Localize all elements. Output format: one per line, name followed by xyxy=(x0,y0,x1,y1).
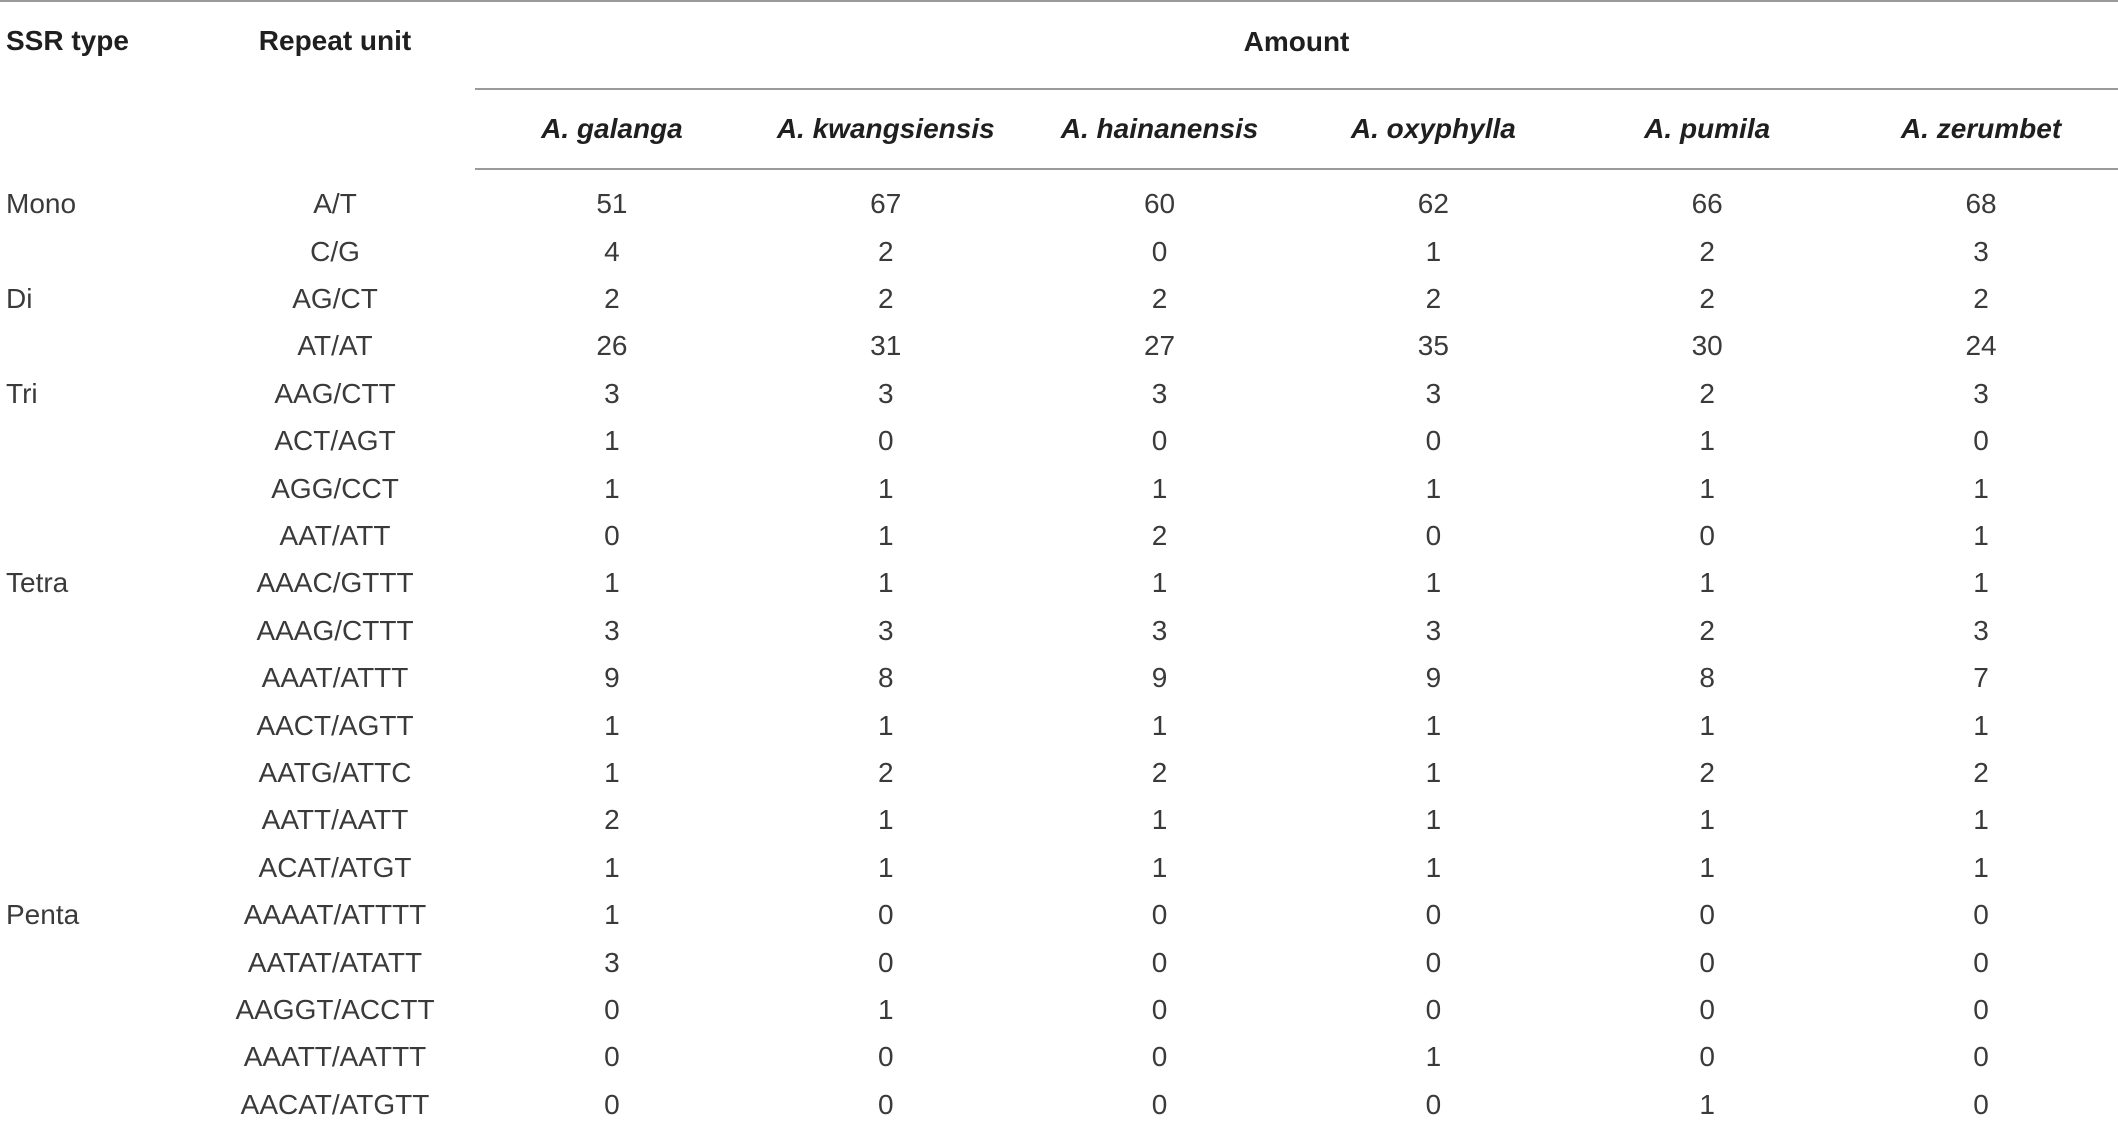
ssr-type-cell xyxy=(0,512,195,559)
amount-cell: 2 xyxy=(1699,283,1715,315)
amount-cell: 0 xyxy=(1425,1088,1442,1120)
amount-cell: 0 xyxy=(877,1088,894,1120)
amount-cell: 1 xyxy=(877,993,894,1025)
amount-cell: 26 xyxy=(596,330,628,362)
repeat-unit-cell: AAAG/CTTT xyxy=(256,614,414,646)
amount-cell: 2 xyxy=(877,235,894,267)
amount-cell: 1 xyxy=(1973,851,1989,883)
ssr-type-cell: Di xyxy=(6,283,33,315)
ssr-type-cell xyxy=(0,939,195,986)
amount-cell: 3 xyxy=(1973,614,1989,646)
amount-cell: 1 xyxy=(877,567,894,599)
amount-cell: 2 xyxy=(1699,756,1715,788)
amount-cell: 1 xyxy=(877,804,894,836)
amount-cell: 0 xyxy=(1151,946,1168,978)
repeat-unit-cell: AGG/CCT xyxy=(271,472,399,504)
table-row xyxy=(0,418,2118,465)
amount-cell: 0 xyxy=(1425,899,1442,931)
amount-cell: 51 xyxy=(596,188,628,219)
amount-cell: 0 xyxy=(1151,993,1168,1025)
amount-cell: 1 xyxy=(1973,709,1989,741)
amount-cell: 0 xyxy=(604,993,620,1025)
amount-cell: 2 xyxy=(604,804,620,836)
table-row xyxy=(0,1081,2118,1128)
amount-cell: 24 xyxy=(1965,330,1997,362)
ssr-type-cell xyxy=(0,702,195,749)
repeat-unit-cell: AATT/AATT xyxy=(261,804,409,836)
header-amount: Amount xyxy=(475,1,2118,89)
repeat-unit-cell: AACAT/ATGTT xyxy=(240,1088,430,1120)
amount-cell: 1 xyxy=(1973,520,1989,552)
repeat-unit-cell: ACT/AGT xyxy=(274,425,396,457)
amount-cell: 67 xyxy=(870,188,902,219)
table-row xyxy=(0,169,2118,228)
amount-cell: 0 xyxy=(1151,1041,1168,1073)
amount-cell: 1 xyxy=(877,709,894,741)
repeat-unit-cell: AAG/CTT xyxy=(274,377,396,409)
repeat-unit-cell: AAATT/AATTT xyxy=(243,1041,427,1073)
amount-cell: 35 xyxy=(1417,330,1449,362)
amount-cell: 1 xyxy=(1973,567,1989,599)
amount-cell: 1 xyxy=(604,756,620,788)
table-row xyxy=(0,512,2118,559)
amount-cell: 0 xyxy=(1973,1041,1989,1073)
header-species-zerumbet: A. zerumbet xyxy=(1844,89,2118,169)
amount-cell: 1 xyxy=(1425,756,1442,788)
ssr-type-cell xyxy=(0,228,195,275)
amount-cell: 2 xyxy=(1699,235,1715,267)
ssr-type-cell xyxy=(0,844,195,891)
amount-cell: 0 xyxy=(1151,1088,1168,1120)
amount-cell: 4 xyxy=(604,235,620,267)
header-species-galanga: A. galanga xyxy=(475,89,749,169)
table-row xyxy=(0,370,2118,417)
amount-cell: 0 xyxy=(604,520,620,552)
amount-cell: 1 xyxy=(1151,804,1168,836)
table-row xyxy=(0,986,2118,1033)
amount-cell: 0 xyxy=(1973,899,1989,931)
repeat-unit-cell: AG/CT xyxy=(292,283,378,315)
table-row xyxy=(0,655,2118,702)
amount-cell: 1 xyxy=(877,472,894,504)
header-species-pumila: A. pumila xyxy=(1570,89,1844,169)
ssr-type-cell xyxy=(0,418,195,465)
amount-cell: 0 xyxy=(1973,993,1989,1025)
amount-cell: 1 xyxy=(1151,567,1168,599)
amount-cell: 2 xyxy=(1151,283,1168,315)
amount-cell: 0 xyxy=(1425,425,1442,457)
amount-cell: 1 xyxy=(604,472,620,504)
table-row xyxy=(0,797,2118,844)
amount-cell: 1 xyxy=(1699,425,1715,457)
header-species-kwangsiensis: A. kwangsiensis xyxy=(749,89,1023,169)
amount-cell: 1 xyxy=(1151,472,1168,504)
header-row-top xyxy=(0,1,2118,89)
amount-cell: 0 xyxy=(1973,425,1989,457)
amount-cell: 1 xyxy=(1425,804,1442,836)
amount-cell: 3 xyxy=(877,614,894,646)
amount-cell: 1 xyxy=(1151,851,1168,883)
amount-cell: 2 xyxy=(1425,283,1442,315)
amount-cell: 1 xyxy=(877,851,894,883)
amount-cell: 2 xyxy=(1973,283,1989,315)
repeat-unit-cell: AATAT/ATATT xyxy=(247,946,423,978)
ssr-type-cell xyxy=(0,607,195,654)
amount-cell: 2 xyxy=(1973,756,1989,788)
amount-cell: 1 xyxy=(1699,567,1715,599)
amount-cell: 2 xyxy=(877,756,894,788)
amount-cell: 1 xyxy=(604,899,620,931)
ssr-type-cell xyxy=(0,323,195,370)
amount-cell: 30 xyxy=(1691,330,1723,362)
repeat-unit-cell: AACT/AGTT xyxy=(256,709,414,741)
amount-cell: 3 xyxy=(1151,614,1168,646)
amount-cell: 0 xyxy=(877,1041,894,1073)
repeat-unit-cell: AATG/ATTC xyxy=(258,756,412,788)
table-row xyxy=(0,844,2118,891)
table-row xyxy=(0,560,2118,607)
table-row xyxy=(0,275,2118,322)
amount-cell: 0 xyxy=(877,425,894,457)
amount-cell: 9 xyxy=(604,662,620,694)
amount-cell: 3 xyxy=(877,377,894,409)
repeat-unit-cell: C/G xyxy=(310,235,360,267)
amount-cell: 2 xyxy=(877,283,894,315)
amount-cell: 3 xyxy=(604,377,620,409)
amount-cell: 1 xyxy=(1699,804,1715,836)
amount-cell: 1 xyxy=(1699,851,1715,883)
amount-cell: 3 xyxy=(1425,614,1442,646)
amount-cell: 2 xyxy=(1151,520,1168,552)
amount-cell: 60 xyxy=(1143,188,1176,219)
table-row xyxy=(0,891,2118,938)
amount-cell: 0 xyxy=(604,1088,620,1120)
amount-cell: 0 xyxy=(1151,899,1168,931)
amount-cell: 1 xyxy=(1699,1088,1715,1120)
table-row xyxy=(0,465,2118,512)
ssr-type-cell xyxy=(0,986,195,1033)
amount-cell: 2 xyxy=(1151,756,1168,788)
table-row xyxy=(0,939,2118,986)
ssr-type-cell: Tetra xyxy=(6,567,69,599)
amount-cell: 1 xyxy=(1699,709,1715,741)
table-body xyxy=(0,169,2118,1128)
amount-cell: 0 xyxy=(1425,993,1442,1025)
header-species-hainanensis: A. hainanensis xyxy=(1023,89,1297,169)
amount-cell: 1 xyxy=(604,567,620,599)
amount-cell: 0 xyxy=(1699,993,1715,1025)
table-row xyxy=(0,228,2118,275)
amount-cell: 3 xyxy=(1151,377,1168,409)
table-row xyxy=(0,1034,2118,1081)
amount-cell: 1 xyxy=(604,851,620,883)
amount-cell: 3 xyxy=(1973,377,1989,409)
ssr-type-cell xyxy=(0,465,195,512)
amount-cell: 3 xyxy=(1425,377,1442,409)
amount-cell: 27 xyxy=(1143,330,1176,362)
ssr-type-cell: Tri xyxy=(6,377,38,409)
amount-cell: 1 xyxy=(877,520,894,552)
repeat-unit-cell: AAT/ATT xyxy=(279,520,391,552)
amount-cell: 8 xyxy=(877,662,894,694)
header-repeat-unit: Repeat unit xyxy=(195,1,475,169)
amount-cell: 1 xyxy=(1973,472,1989,504)
amount-cell: 1 xyxy=(1425,235,1442,267)
amount-cell: 0 xyxy=(1425,520,1442,552)
repeat-unit-cell: A/T xyxy=(313,187,357,219)
amount-cell: 0 xyxy=(604,1041,620,1073)
amount-cell: 0 xyxy=(1699,899,1715,931)
table-header xyxy=(0,1,2118,169)
amount-cell: 0 xyxy=(1699,946,1715,978)
ssr-type-cell xyxy=(0,1034,195,1081)
amount-cell: 66 xyxy=(1691,188,1723,219)
amount-cell: 9 xyxy=(1425,662,1442,694)
amount-cell: 3 xyxy=(604,946,620,978)
amount-cell: 1 xyxy=(1425,1041,1442,1073)
amount-cell: 1 xyxy=(1973,804,1989,836)
amount-cell: 0 xyxy=(1699,520,1715,552)
amount-cell: 7 xyxy=(1973,662,1989,694)
amount-cell: 8 xyxy=(1699,662,1715,694)
repeat-unit-cell: AAAC/GTTT xyxy=(256,567,414,599)
amount-cell: 0 xyxy=(877,899,894,931)
repeat-unit-cell: ACAT/ATGT xyxy=(258,851,412,883)
ssr-type-cell: Mono xyxy=(6,187,77,219)
ssr-type-cell xyxy=(0,655,195,702)
amount-cell: 2 xyxy=(604,283,620,315)
repeat-unit-cell: AAAT/ATTT xyxy=(261,662,409,694)
repeat-unit-cell: AAAAT/ATTTT xyxy=(243,899,427,931)
table-row xyxy=(0,702,2118,749)
amount-cell: 0 xyxy=(1973,946,1989,978)
amount-cell: 1 xyxy=(1425,567,1442,599)
header-species-oxyphylla: A. oxyphylla xyxy=(1296,89,1570,169)
amount-cell: 1 xyxy=(1425,709,1442,741)
amount-cell: 9 xyxy=(1151,662,1168,694)
ssr-type-cell xyxy=(0,797,195,844)
amount-cell: 62 xyxy=(1417,188,1449,219)
table-row xyxy=(0,749,2118,796)
amount-cell: 2 xyxy=(1699,377,1715,409)
amount-cell: 3 xyxy=(604,614,620,646)
ssr-type-cell xyxy=(0,749,195,796)
amount-cell: 68 xyxy=(1965,188,1997,219)
ssr-type-cell xyxy=(0,1081,195,1128)
amount-cell: 2 xyxy=(1699,614,1715,646)
ssr-type-cell: Penta xyxy=(6,899,80,931)
header-ssr-type: SSR type xyxy=(0,1,195,169)
table-row xyxy=(0,607,2118,654)
amount-cell: 0 xyxy=(1151,235,1168,267)
amount-cell: 1 xyxy=(1425,472,1442,504)
amount-cell: 1 xyxy=(604,425,620,457)
amount-cell: 1 xyxy=(604,709,620,741)
amount-cell: 0 xyxy=(877,946,894,978)
amount-cell: 0 xyxy=(1699,1041,1715,1073)
amount-cell: 31 xyxy=(870,330,902,362)
amount-cell: 0 xyxy=(1425,946,1442,978)
amount-cell: 0 xyxy=(1973,1088,1989,1120)
amount-cell: 1 xyxy=(1151,709,1168,741)
repeat-unit-cell: AAGGT/ACCTT xyxy=(235,993,435,1025)
amount-cell: 0 xyxy=(1151,425,1168,457)
table-row xyxy=(0,323,2118,370)
amount-cell: 1 xyxy=(1425,851,1442,883)
amount-cell: 1 xyxy=(1699,472,1715,504)
amount-cell: 3 xyxy=(1973,235,1989,267)
repeat-unit-cell: AT/AT xyxy=(297,330,373,362)
